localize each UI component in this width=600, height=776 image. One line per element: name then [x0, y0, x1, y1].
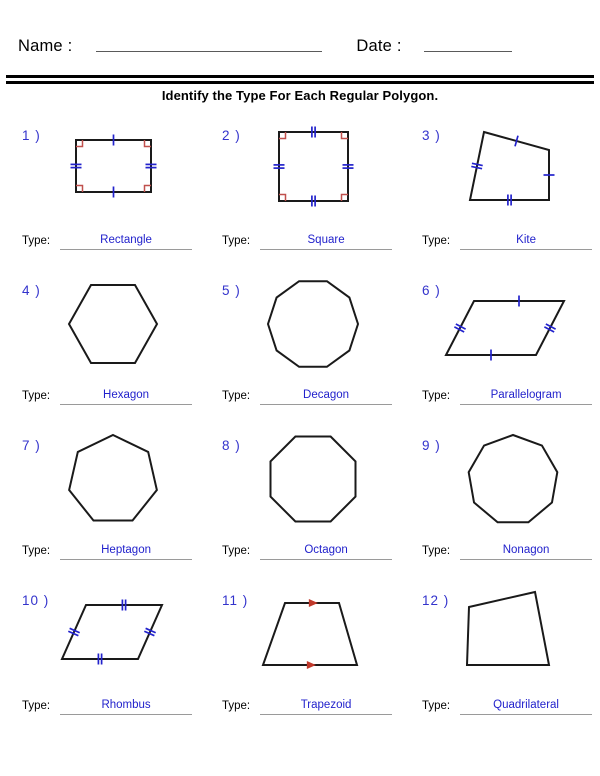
problem-cell	[200, 428, 400, 583]
date-input-line[interactable]	[424, 51, 512, 52]
answer-blank[interactable]	[260, 695, 392, 715]
answer-blank[interactable]	[60, 385, 192, 405]
answer-value: Nonagon	[502, 544, 550, 556]
type-label: Type:	[422, 234, 451, 247]
polygon-figure-quadrilateral	[438, 583, 588, 688]
answer-row	[22, 385, 192, 405]
polygon-figure-decagon	[238, 273, 388, 378]
answer-value: Heptagon	[101, 544, 151, 556]
problem-cell	[0, 428, 200, 583]
answer-value: Quadrilateral	[493, 699, 559, 711]
problem-cell	[400, 583, 600, 738]
problem-cell	[400, 428, 600, 583]
answer-row	[422, 695, 592, 715]
answer-value: Trapezoid	[300, 699, 352, 711]
answer-row	[422, 540, 592, 560]
polygon-figure-kite	[438, 118, 588, 223]
answer-row	[22, 695, 192, 715]
problem-number: 12 )	[422, 593, 450, 608]
type-label: Type:	[222, 234, 251, 247]
name-input-line[interactable]	[96, 51, 322, 52]
answer-value: Rhombus	[101, 699, 151, 711]
answer-value: Rectangle	[100, 234, 152, 246]
type-label: Type:	[422, 699, 451, 712]
problem-number: 7 )	[22, 438, 41, 453]
page-title: Identify the Type For Each Regular Polygon.	[161, 88, 439, 103]
answer-blank[interactable]	[460, 385, 592, 405]
problem-cell	[0, 118, 200, 273]
name-label: Name :	[18, 36, 73, 55]
problem-number: 3 )	[422, 128, 441, 143]
problem-cell	[0, 273, 200, 428]
answer-blank[interactable]	[260, 385, 392, 405]
answer-row	[422, 230, 592, 250]
date-label: Date :	[356, 36, 402, 55]
polygon-figure-nonagon	[438, 428, 588, 533]
type-label: Type:	[422, 544, 451, 557]
problem-cell	[200, 273, 400, 428]
polygon-figure-trapezoid	[238, 583, 388, 688]
polygon-figure-rhombus	[38, 583, 188, 688]
polygon-figure-square	[238, 118, 388, 223]
answer-row	[222, 230, 392, 250]
polygon-figure-parallelogram	[438, 273, 588, 378]
answer-blank[interactable]	[60, 695, 192, 715]
answer-blank[interactable]	[260, 230, 392, 250]
problem-cell	[200, 583, 400, 738]
answer-row	[22, 230, 192, 250]
problem-cell	[400, 273, 600, 428]
problem-grid	[0, 118, 600, 738]
problem-cell	[400, 118, 600, 273]
answer-row	[222, 695, 392, 715]
problem-number: 9 )	[422, 438, 441, 453]
problem-number: 1 )	[22, 128, 41, 143]
answer-blank[interactable]	[60, 540, 192, 560]
problem-number: 5 )	[222, 283, 241, 298]
answer-row	[222, 540, 392, 560]
polygon-figure-heptagon	[38, 428, 188, 533]
type-label: Type:	[22, 389, 51, 402]
answer-row	[222, 385, 392, 405]
answer-value: Square	[307, 234, 345, 246]
type-label: Type:	[22, 544, 51, 557]
polygon-figure-rectangle	[38, 118, 188, 223]
answer-blank[interactable]	[460, 540, 592, 560]
polygon-figure-hexagon	[38, 273, 188, 378]
answer-blank[interactable]	[460, 230, 592, 250]
problem-number: 8 )	[222, 438, 241, 453]
type-label: Type:	[22, 234, 51, 247]
type-label: Type:	[222, 699, 251, 712]
type-label: Type:	[222, 389, 251, 402]
answer-value: Decagon	[303, 389, 350, 401]
problem-cell	[200, 118, 400, 273]
problem-number: 10 )	[22, 593, 50, 608]
answer-value: Hexagon	[103, 389, 150, 401]
answer-row	[22, 540, 192, 560]
polygon-figure-octagon	[238, 428, 388, 533]
worksheet-header	[0, 22, 600, 56]
header-divider	[6, 75, 594, 84]
answer-value: Octagon	[304, 544, 348, 556]
answer-blank[interactable]	[60, 230, 192, 250]
type-label: Type:	[222, 544, 251, 557]
answer-row	[422, 385, 592, 405]
type-label: Type:	[422, 389, 451, 402]
problem-number: 6 )	[422, 283, 441, 298]
problem-number: 4 )	[22, 283, 41, 298]
answer-blank[interactable]	[460, 695, 592, 715]
problem-number: 11 )	[222, 593, 249, 608]
answer-blank[interactable]	[260, 540, 392, 560]
answer-value: Kite	[516, 234, 536, 246]
type-label: Type:	[22, 699, 51, 712]
problem-number: 2 )	[222, 128, 241, 143]
answer-value: Parallelogram	[490, 389, 562, 401]
problem-cell	[0, 583, 200, 738]
